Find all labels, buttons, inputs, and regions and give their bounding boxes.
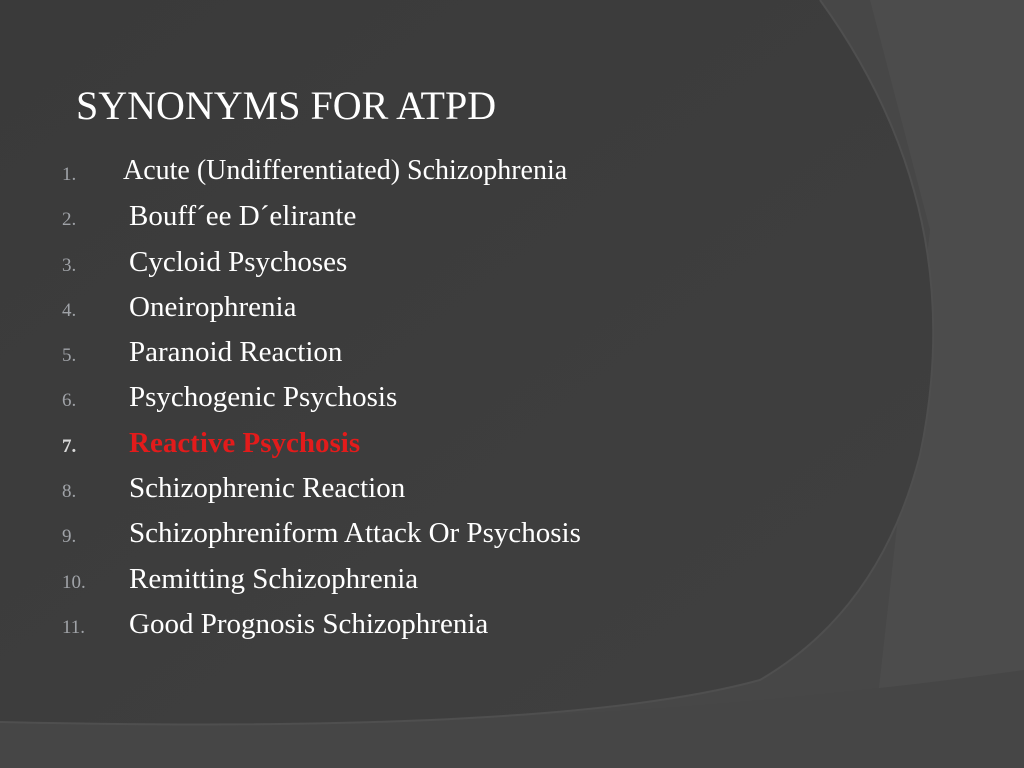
list-item-text: Cycloid Psychoses — [129, 245, 348, 278]
list-item-text: Paranoid Reaction — [129, 336, 343, 369]
list-item-number: 1. — [62, 164, 77, 185]
list-item-number: 5. — [62, 345, 77, 367]
list-item-text: Good Prognosis Schizophrenia — [129, 607, 489, 640]
list-item-number: 6. — [62, 390, 77, 412]
list-item-number: 10. — [62, 571, 86, 593]
list-item-number: 4. — [62, 299, 77, 321]
list-item-number: 9. — [62, 526, 77, 548]
list-item-text: Bouff´ee D´elirante — [129, 200, 357, 233]
list-item-text: Remitting Schizophrenia — [129, 562, 419, 595]
list-item-text: Reactive Psychosis — [129, 426, 361, 459]
list-item-number: 2. — [62, 209, 77, 231]
slide-title: SYNONYMS FOR ATPD — [76, 83, 497, 128]
list-item-number: 7. — [62, 435, 77, 457]
list-item-text: Acute (Undifferentiated) Schizophrenia — [123, 155, 568, 186]
list-item-text: Oneirophrenia — [129, 290, 297, 323]
list-item-text: Psychogenic Psychosis — [129, 381, 398, 414]
list-item-text: Schizophrenic Reaction — [129, 472, 406, 505]
list-item-number: 11. — [62, 616, 86, 638]
list-item-number: 3. — [62, 254, 77, 276]
list-item-number: 8. — [62, 481, 77, 503]
list-item-text: Schizophreniform Attack Or Psychosis — [129, 517, 581, 550]
